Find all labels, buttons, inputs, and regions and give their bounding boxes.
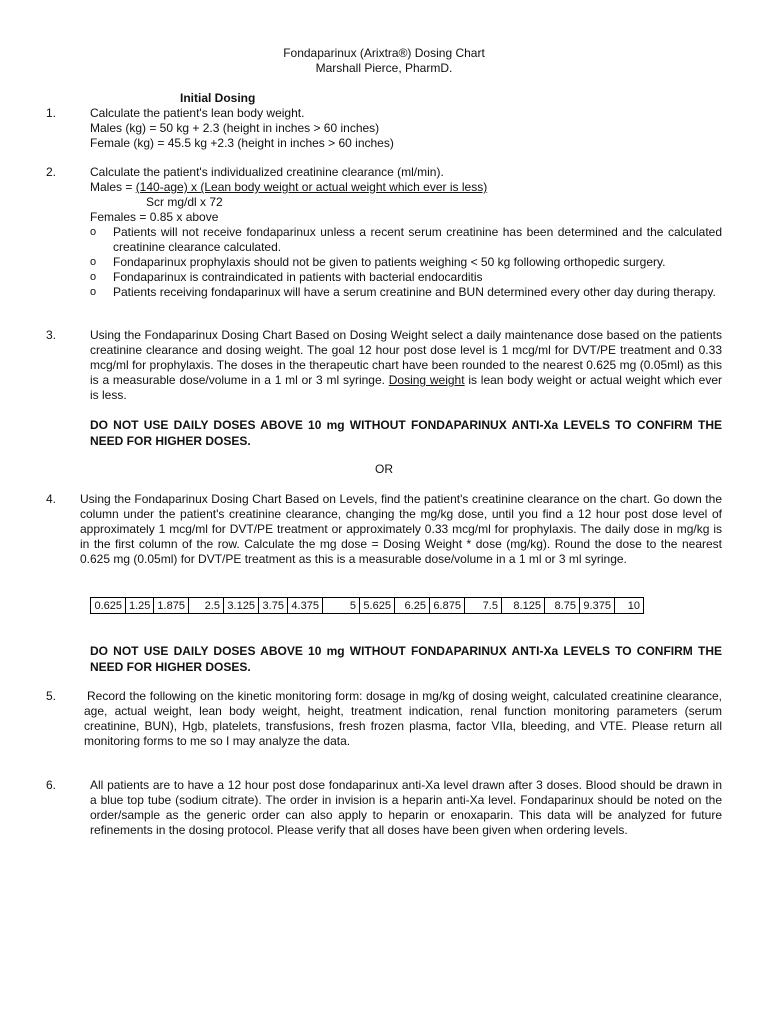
bullet-item: o Fondaparinux is contraindicated in patients with bacterial endocarditis: [90, 270, 722, 285]
table-cell: 5: [322, 598, 359, 614]
dose-warning: DO NOT USE DAILY DOSES ABOVE 10 mg WITHOUT FONDAPARINUX ANTI-Xa LEVELS TO CONFIRM THE NEED FOR HIGHER DOSES.: [90, 644, 722, 674]
bullet-item: o Patients will not receive fondaparinux unless a recent serum creatinine has been determined and the calculated creatinine clearance calculated.: [90, 225, 722, 255]
document-header: [0, 46, 768, 76]
table-cell: 0.625: [91, 598, 126, 614]
step-text: Record the following on the kinetic monitoring form: dosage in mg/kg of dosing weight, calculated creatinine clearance, age, actual weight, lean body weight, height, treatment indication, renal function monitoring parameters (serum creatinine, BUN), Hgb, platelets, transfusions, fresh frozen plasma, factor VIIa, bleeding, and VTE. Please return all monitoring forms to me so I may analyze the data.: [84, 689, 722, 748]
step-text: is lean body weight or actual weight which ever is less.: [90, 373, 723, 402]
step-number: 5.: [46, 689, 57, 703]
table-cell: 3.75: [258, 598, 287, 614]
step-number: 1.: [46, 106, 57, 120]
formula-denominator: Scr mg/dl x 72: [146, 195, 223, 209]
dose-warning: DO NOT USE DAILY DOSES ABOVE 10 mg WITHOUT FONDAPARINUX ANTI-Xa LEVELS TO CONFIRM THE NEED FOR HIGHER DOSES.: [90, 418, 722, 448]
creatinine-formula-males: [90, 180, 722, 195]
step-body: [90, 778, 722, 838]
section-heading: Initial Dosing: [180, 91, 256, 105]
dose-table: [90, 597, 644, 614]
creatinine-formula-females: Females = 0.85 x above: [90, 210, 219, 224]
dosing-weight-term: Dosing weight: [388, 373, 465, 387]
table-cell: 4.375: [287, 598, 322, 614]
step-text: Using the Fondaparinux Dosing Chart Based on Levels, find the patient's creatinine clearance on the chart. Go down the column under the patient's creatinine clearance, changing the mg/kg dose, until you find a 12 hour post dose level of approximately 1 mcg/ml for DVT/PE treatment or approximately 0.33 mcg/ml for prophylaxis. The daily dose in mg/kg is in the first column of the row. Calculate the mg dose = Dosing Weight * dose (mg/kg). Round the dose to the nearest 0.625 mg (0.05ml) for DVT/PE treatment as this is a measurable dose/volume in a 1 ml or 3 ml syringe.: [80, 492, 722, 566]
table-cell: 6.25: [394, 598, 429, 614]
table-cell: 2.5: [188, 598, 223, 614]
bullet-item: o Fondaparinux prophylaxis should not be given to patients weighing < 50 kg following orthopedic surgery.: [90, 255, 722, 270]
table-cell: 8.125: [501, 598, 544, 614]
step-line: Female (kg) = 45.5 kg +2.3 (height in inches > 60 inches): [90, 136, 394, 150]
bullet-item: o Patients receiving fondaparinux will have a serum creatinine and BUN determined every other day during therapy.: [90, 285, 722, 300]
table-cell: 6.875: [429, 598, 464, 614]
step-body: [90, 165, 722, 300]
step-line: Males (kg) = 50 kg + 2.3 (height in inches > 60 inches): [90, 121, 380, 135]
table-cell: 9.375: [579, 598, 614, 614]
table-cell: 7.5: [464, 598, 501, 614]
table-cell: 5.625: [359, 598, 394, 614]
step-line: Calculate the patient's lean body weight.: [90, 106, 305, 120]
table-cell: 8.75: [544, 598, 579, 614]
formula-prefix: Males =: [90, 180, 136, 194]
step-body: [90, 106, 722, 151]
step-number: 6.: [46, 778, 57, 792]
table-row: [91, 598, 644, 614]
step-body: [80, 492, 722, 567]
table-cell: 3.125: [223, 598, 258, 614]
document-title: Fondaparinux (Arixtra®) Dosing Chart: [283, 46, 485, 60]
step-intro: Calculate the patient's individualized creatinine clearance (ml/min).: [90, 165, 444, 179]
table-cell: 1.875: [154, 598, 189, 614]
step-body: [84, 689, 722, 749]
step-text: All patients are to have a 12 hour post dose fondaparinux anti-Xa level drawn after 3 doses. Blood should be drawn in a blue top tube (sodium citrate). The order in invision is a heparin anti-Xa level. Fondaparinux should be noted on the order/sample as the generic order can also apply to heparin or enoxaparin. This data will be analyzed for future refinements in the dosing protocol. Please verify that all doses have been given when ordering levels.: [90, 778, 722, 837]
table-cell: 1.25: [126, 598, 154, 614]
document-author: Marshall Pierce, PharmD.: [315, 61, 453, 75]
step-text: Using the Fondaparinux Dosing Chart Based on Dosing Weight select a daily maintenance dose based on the patients creatinine clearance and dosing weight. The goal 12 hour post dose level is 1 mcg/ml for DVT/PE treatment and 0.33 mcg/ml for prophylaxis. The doses in the therapeutic chart have been rounded to the nearest 0.625 mg (0.05ml) as this is a measurable dose/volume in a 1 ml or 3 ml syringe.: [90, 328, 722, 387]
table-cell: 10: [614, 598, 643, 614]
step-number: 2.: [46, 165, 57, 179]
step-number: 4.: [46, 492, 57, 506]
step-number: 3.: [46, 328, 57, 342]
or-separator: OR: [375, 462, 393, 476]
bullet-list: [90, 225, 722, 300]
formula-numerator: (140-age) x (Lean body weight or actual weight which ever is less): [135, 180, 488, 194]
step-body: [90, 328, 722, 403]
